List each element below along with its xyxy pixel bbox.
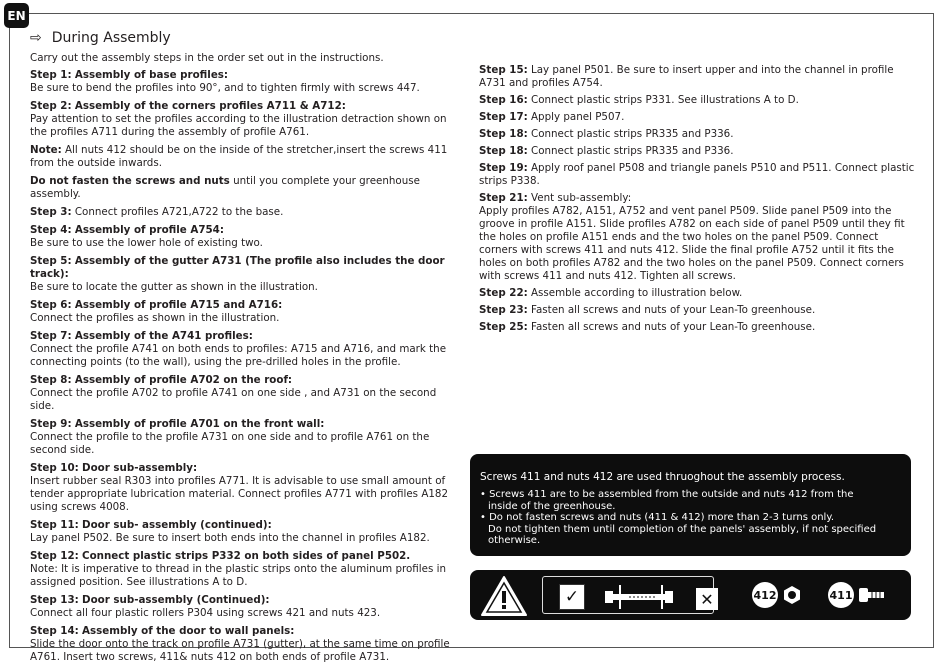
step-body: Insert rubber seal R303 into profiles A771. It is advisable to use small amount of tender appropriate lubrication material. Connect profiles A771 with profiles A182 using screws 4008. [30, 475, 449, 513]
step-item [479, 287, 919, 300]
step-title: Door sub- assembly (continued): [82, 519, 272, 531]
step-body: Connect the profiles as shown in the illustration. [30, 312, 280, 324]
step-title: Assembly of profile A754: [74, 224, 224, 236]
step-item [30, 330, 460, 369]
cross-icon: ✕ [696, 588, 718, 610]
step-body: Note: It is imperative to thread in the plastic strips onto the aluminum profiles in assigned position. See illustrations A to D. [30, 563, 447, 588]
step-label: Step 17: [479, 111, 528, 123]
step-body: Assemble according to illustration below. [531, 287, 743, 299]
step-label: Step 10: [30, 462, 79, 474]
language-badge: EN [4, 3, 29, 28]
step-body: Fasten all screws and nuts of your Lean-To greenhouse. [531, 304, 816, 316]
step-title: Assembly of profile A715 and A716: [74, 299, 283, 311]
step-item [30, 224, 460, 250]
step-body: Apply roof panel P508 and triangle panels P510 and P511. Connect plastic strips P338. [479, 162, 915, 187]
right-column [479, 64, 919, 338]
section-header [30, 30, 460, 46]
step-title: Assembly of the A741 profiles: [74, 330, 253, 342]
step-item [30, 374, 460, 413]
step-body: Pay attention to set the profiles according to the illustration detraction shown on the profiles A711 during the assembly of profile A761. [30, 113, 447, 138]
left-column [30, 30, 460, 669]
step-body: Lay panel P502. Be sure to insert both ends into the channel in profiles A182. [30, 532, 430, 544]
step-item [30, 625, 460, 664]
screw-icon [858, 585, 886, 605]
step-item [479, 94, 919, 107]
step-body: Slide the door onto the track on profile A731 (gutter), at the same time on profile A761. Insert two screws, 411& nuts 412 on both ends of profile A731. [30, 638, 450, 663]
step-label: Step 12: [30, 550, 79, 562]
step-label: Step 2: [30, 100, 72, 112]
step-label: Step 18: [479, 145, 528, 157]
step-item [479, 321, 919, 334]
legend-bar [470, 570, 911, 620]
step-item [30, 462, 460, 514]
step-item [30, 175, 460, 201]
step-label: Step 22: [479, 287, 528, 299]
step-item [30, 69, 460, 95]
step-item [479, 192, 919, 283]
step-label: Step 8: [30, 374, 72, 386]
step-title: Assembly of base profiles: [74, 69, 229, 81]
step-label: Step 13: [30, 594, 79, 606]
section-title: During Assembly [51, 30, 171, 46]
step-item [479, 304, 919, 317]
nut-icon [782, 585, 802, 605]
step-label: Step 18: [479, 128, 528, 140]
step-item [479, 145, 919, 158]
left-step-list [30, 69, 460, 664]
step-body: Connect all four plastic rollers P304 using screws 421 and nuts 423. [30, 607, 381, 619]
step-label: Step 1: [30, 69, 72, 81]
step-label: Step 14: [30, 625, 79, 637]
correct-assembly-panel [542, 576, 714, 614]
step-body: Connect profiles A721,A722 to the base. [74, 206, 284, 218]
step-title: Connect plastic strips P332 on both sides of panel P502. [82, 550, 411, 562]
step-body: Connect plastic strips PR335 and P336. [531, 145, 734, 157]
info-bullet: Do not tighten them until completion of the panels' assembly, if not specified otherwise. [488, 523, 877, 546]
step-body: Connect the profile to the profile A731 on one side and to profile A761 on the second side. [30, 431, 430, 456]
info-box-bullets [480, 489, 901, 547]
step-label: Step 15: [479, 64, 528, 76]
step-item [479, 128, 919, 141]
step-body: until you complete your greenhouse assembly. [30, 175, 420, 200]
step-item [30, 255, 460, 294]
step-label: Step 5: [30, 255, 72, 267]
right-step-list [479, 64, 919, 334]
step-label: Step 6: [30, 299, 72, 311]
step-body: Apply profiles A782, A151, A752 and vent panel P509. Slide panel P509 into the groove in profile A151. Slide profiles A782 on each side of panel P509 until they fit the holes on profile A151 ends and the two holes on the panel P509. Connect corners with screws 411 and nuts 412. Slide the final profile A752 until it fits the holes on both profiles A782 and the two holes on the panel P509. Connect corners with screws 411 and nuts 412. Tighten all screws. [479, 205, 905, 282]
step-item [479, 111, 919, 124]
step-title: Assembly of the door to wall panels: [82, 625, 295, 637]
step-title: Assembly of the corners profiles A711 & A712: [74, 100, 346, 112]
step-item [30, 550, 460, 589]
info-box-title: Screws 411 and nuts 412 are used thruoghout the assembly process. [480, 471, 845, 483]
step-label: Step 21: [479, 192, 528, 204]
step-title: Assembly of profile A701 on the front wall: [74, 418, 325, 430]
step-title: Door sub-assembly: [82, 462, 198, 474]
step-title: Assembly of profile A702 on the roof: [74, 374, 293, 386]
step-label: Step 23: [479, 304, 528, 316]
step-item [479, 64, 919, 90]
step-item [30, 418, 460, 457]
step-body: Connect the profile A741 on both ends to profiles: A715 and A716, and mark the connecting points (to the wall), using the pre-drilled holes in the profile. [30, 343, 447, 368]
step-item [30, 100, 460, 139]
step-body: Connect plastic strips PR335 and P336. [531, 128, 734, 140]
info-bullet: • Screws 411 are to be assembled from the outside and nuts 412 from the [480, 489, 854, 500]
step-body: Be sure to locate the gutter as shown in the illustration. [30, 281, 318, 293]
step-label: Step 11: [30, 519, 79, 531]
step-label: Step 4: [30, 224, 72, 236]
info-bullet: inside of the greenhouse. [488, 500, 616, 512]
step-body: Connect plastic strips P331. See illustrations A to D. [531, 94, 799, 106]
step-label: Step 16: [479, 94, 528, 106]
step-body: Be sure to bend the profiles into 90°, and to tighten firmly with screws 447. [30, 82, 420, 94]
screw-label-badge: 411 [828, 582, 854, 608]
step-label: Step 3: [30, 206, 72, 218]
arrow-right-icon: ⇨ [30, 30, 42, 46]
step-label: Step 19: [479, 162, 528, 174]
step-label: Do not fasten the screws and nuts [30, 175, 230, 187]
step-body: Fasten all screws and nuts of your Lean-To greenhouse. [531, 321, 816, 333]
check-icon: ✓ [559, 584, 585, 610]
step-item [30, 206, 460, 219]
bolt-through-panel-icon [599, 581, 679, 611]
step-label: Step 25: [479, 321, 528, 333]
step-body: Lay panel P501. Be sure to insert upper and into the channel in profile A731 and profiles A754. [479, 64, 894, 89]
intro-text: Carry out the assembly steps in the order set out in the instructions. [30, 52, 384, 64]
step-title: Vent sub-assembly: [531, 192, 632, 204]
step-item [479, 162, 919, 188]
info-bullet: • Do not fasten screws and nuts (411 & 412) more than 2-3 turns only. [480, 512, 835, 523]
warning-icon [480, 575, 528, 617]
step-body: Connect the profile A702 to profile A741 on one side , and A731 on the second side. [30, 387, 437, 412]
step-body: All nuts 412 should be on the inside of the stretcher,insert the screws 411 from the outside inwards. [30, 144, 448, 169]
step-body: Apply panel P507. [531, 111, 625, 123]
step-body: Be sure to use the lower hole of existing two. [30, 237, 263, 249]
step-item [30, 144, 460, 170]
step-title: Assembly of the gutter A731 (The profile also includes the door track): [30, 255, 445, 280]
step-title: Door sub-assembly (Continued): [82, 594, 270, 606]
step-item [30, 299, 460, 325]
step-label: Step 9: [30, 418, 72, 430]
screw-info-box [470, 454, 911, 556]
step-label: Note: [30, 144, 62, 156]
step-item [30, 594, 460, 620]
nut-label-badge: 412 [752, 582, 778, 608]
step-label: Step 7: [30, 330, 72, 342]
step-item [30, 519, 460, 545]
